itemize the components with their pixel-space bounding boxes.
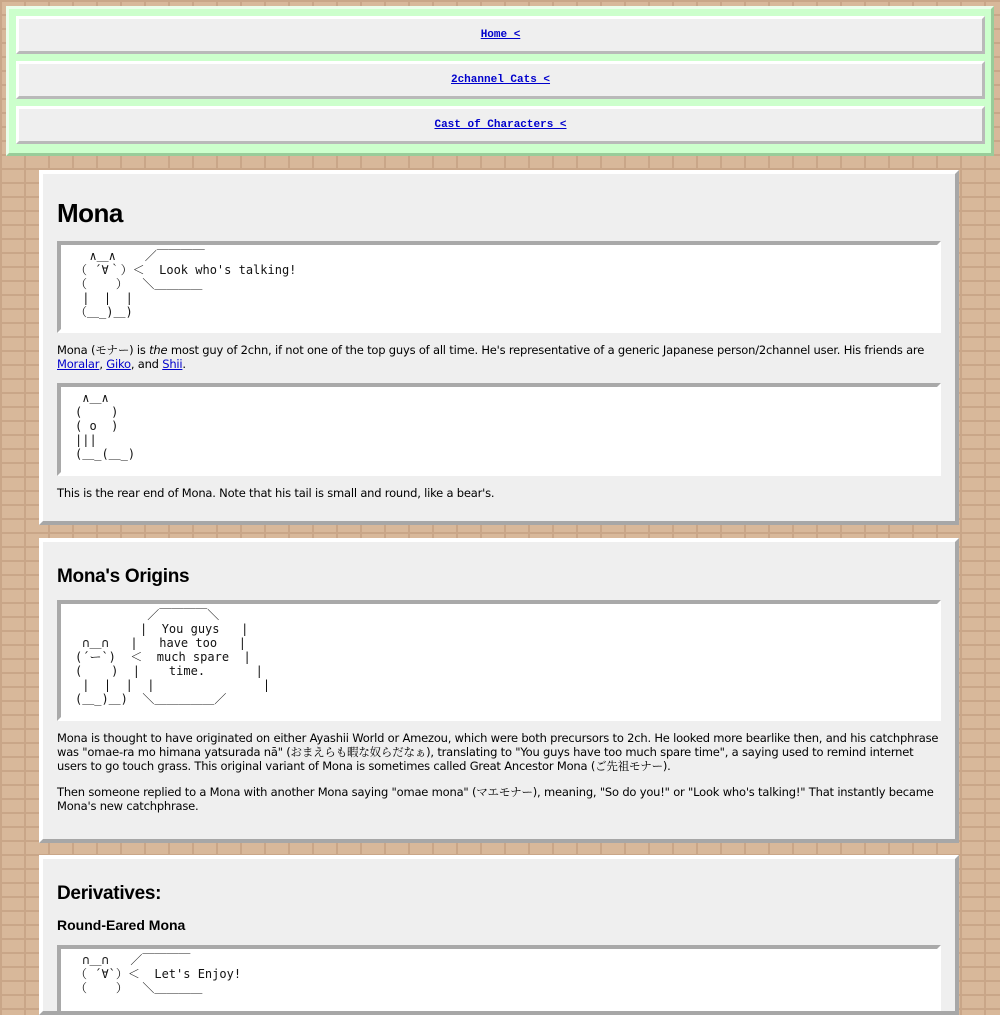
derivatives-heading: Derivatives:: [57, 883, 162, 904]
intro-separator-1: ,: [99, 357, 107, 371]
intro-emphasis: the: [149, 343, 168, 357]
mona-intro-paragraph: [57, 343, 941, 371]
mona-rear-text: This is the rear end of Mona. Note that his tail is small and round, like a bear's.: [57, 486, 495, 500]
derivatives-section: [39, 855, 959, 1015]
navigation-bar: [6, 6, 994, 156]
intro-text-start: Mona (モナー) is: [57, 343, 150, 357]
round-eared-mona-heading: Round-Eared Mona: [57, 917, 186, 933]
mona-ascii-art: ∧＿∧ ／￣￣￣￣ （ ´∀｀）＜ Look who's talking! （ ） ＼＿＿＿＿ | | | （＿_)＿): [57, 241, 941, 333]
origins-section: [39, 538, 959, 843]
home-link[interactable]: Home <: [480, 29, 521, 41]
intro-separator-2: , and: [130, 357, 163, 371]
nav-item-cast-of-characters: [16, 106, 985, 144]
origins-heading: Mona's Origins: [57, 566, 190, 587]
intro-text-end: .: [182, 357, 186, 371]
mona-section: [39, 170, 959, 525]
shii-link[interactable]: Shii: [162, 357, 183, 371]
origins-paragraph-2: Then someone replied to a Mona with another Mona saying "omae mona" (マエモナー), meaning, "So do you!" or "Look who's talking!" That instantly became Mona's new catchphrase.: [57, 785, 934, 813]
mona-rear-ascii-art: ∧＿∧ ( ) ( o ) ||| (＿_(＿_): [57, 383, 941, 476]
origins-paragraph-1: Mona is thought to have originated on either Ayashii World or Amezou, which were both precursors to 2ch. He looked more bearlike then, and his catchphrase was "omae-ra mo himana yatsurada nā" (おまえらも暇な奴らだなぁ), translating to "You guys have too much spare time", a saying used to remind internet users to go touch grass. This original variant of Mona is sometimes called Great Ancestor Mona (ご先祖モナー).: [57, 731, 939, 773]
nav-item-home: [16, 16, 985, 54]
origins-ascii-art: ／￣￣￣￣＼ | You guys | ∩＿∩ | have too | (´ー`) ＜ much spare | ( ) | time. | | | | | | (＿_)＿) ＼＿＿＿＿＿／: [57, 600, 941, 721]
nav-item-2channel-cats: [16, 61, 985, 99]
round-eared-mona-ascii-art: ∩＿∩ ／￣￣￣￣ （ ´∀`）＜ Let's Enjoy! （ ） ＼＿＿＿＿: [57, 945, 941, 1015]
cast-of-characters-link[interactable]: Cast of Characters <: [434, 119, 567, 131]
moralar-link[interactable]: Moralar: [57, 357, 100, 371]
giko-link[interactable]: Giko: [106, 357, 131, 371]
intro-text-middle: most guy of 2chn, if not one of the top guys of all time. He's representative of a generic Japanese person/2channel user. His friends are: [167, 343, 925, 357]
page-title: Mona: [57, 198, 123, 228]
2channel-cats-link[interactable]: 2channel Cats <: [450, 74, 551, 86]
